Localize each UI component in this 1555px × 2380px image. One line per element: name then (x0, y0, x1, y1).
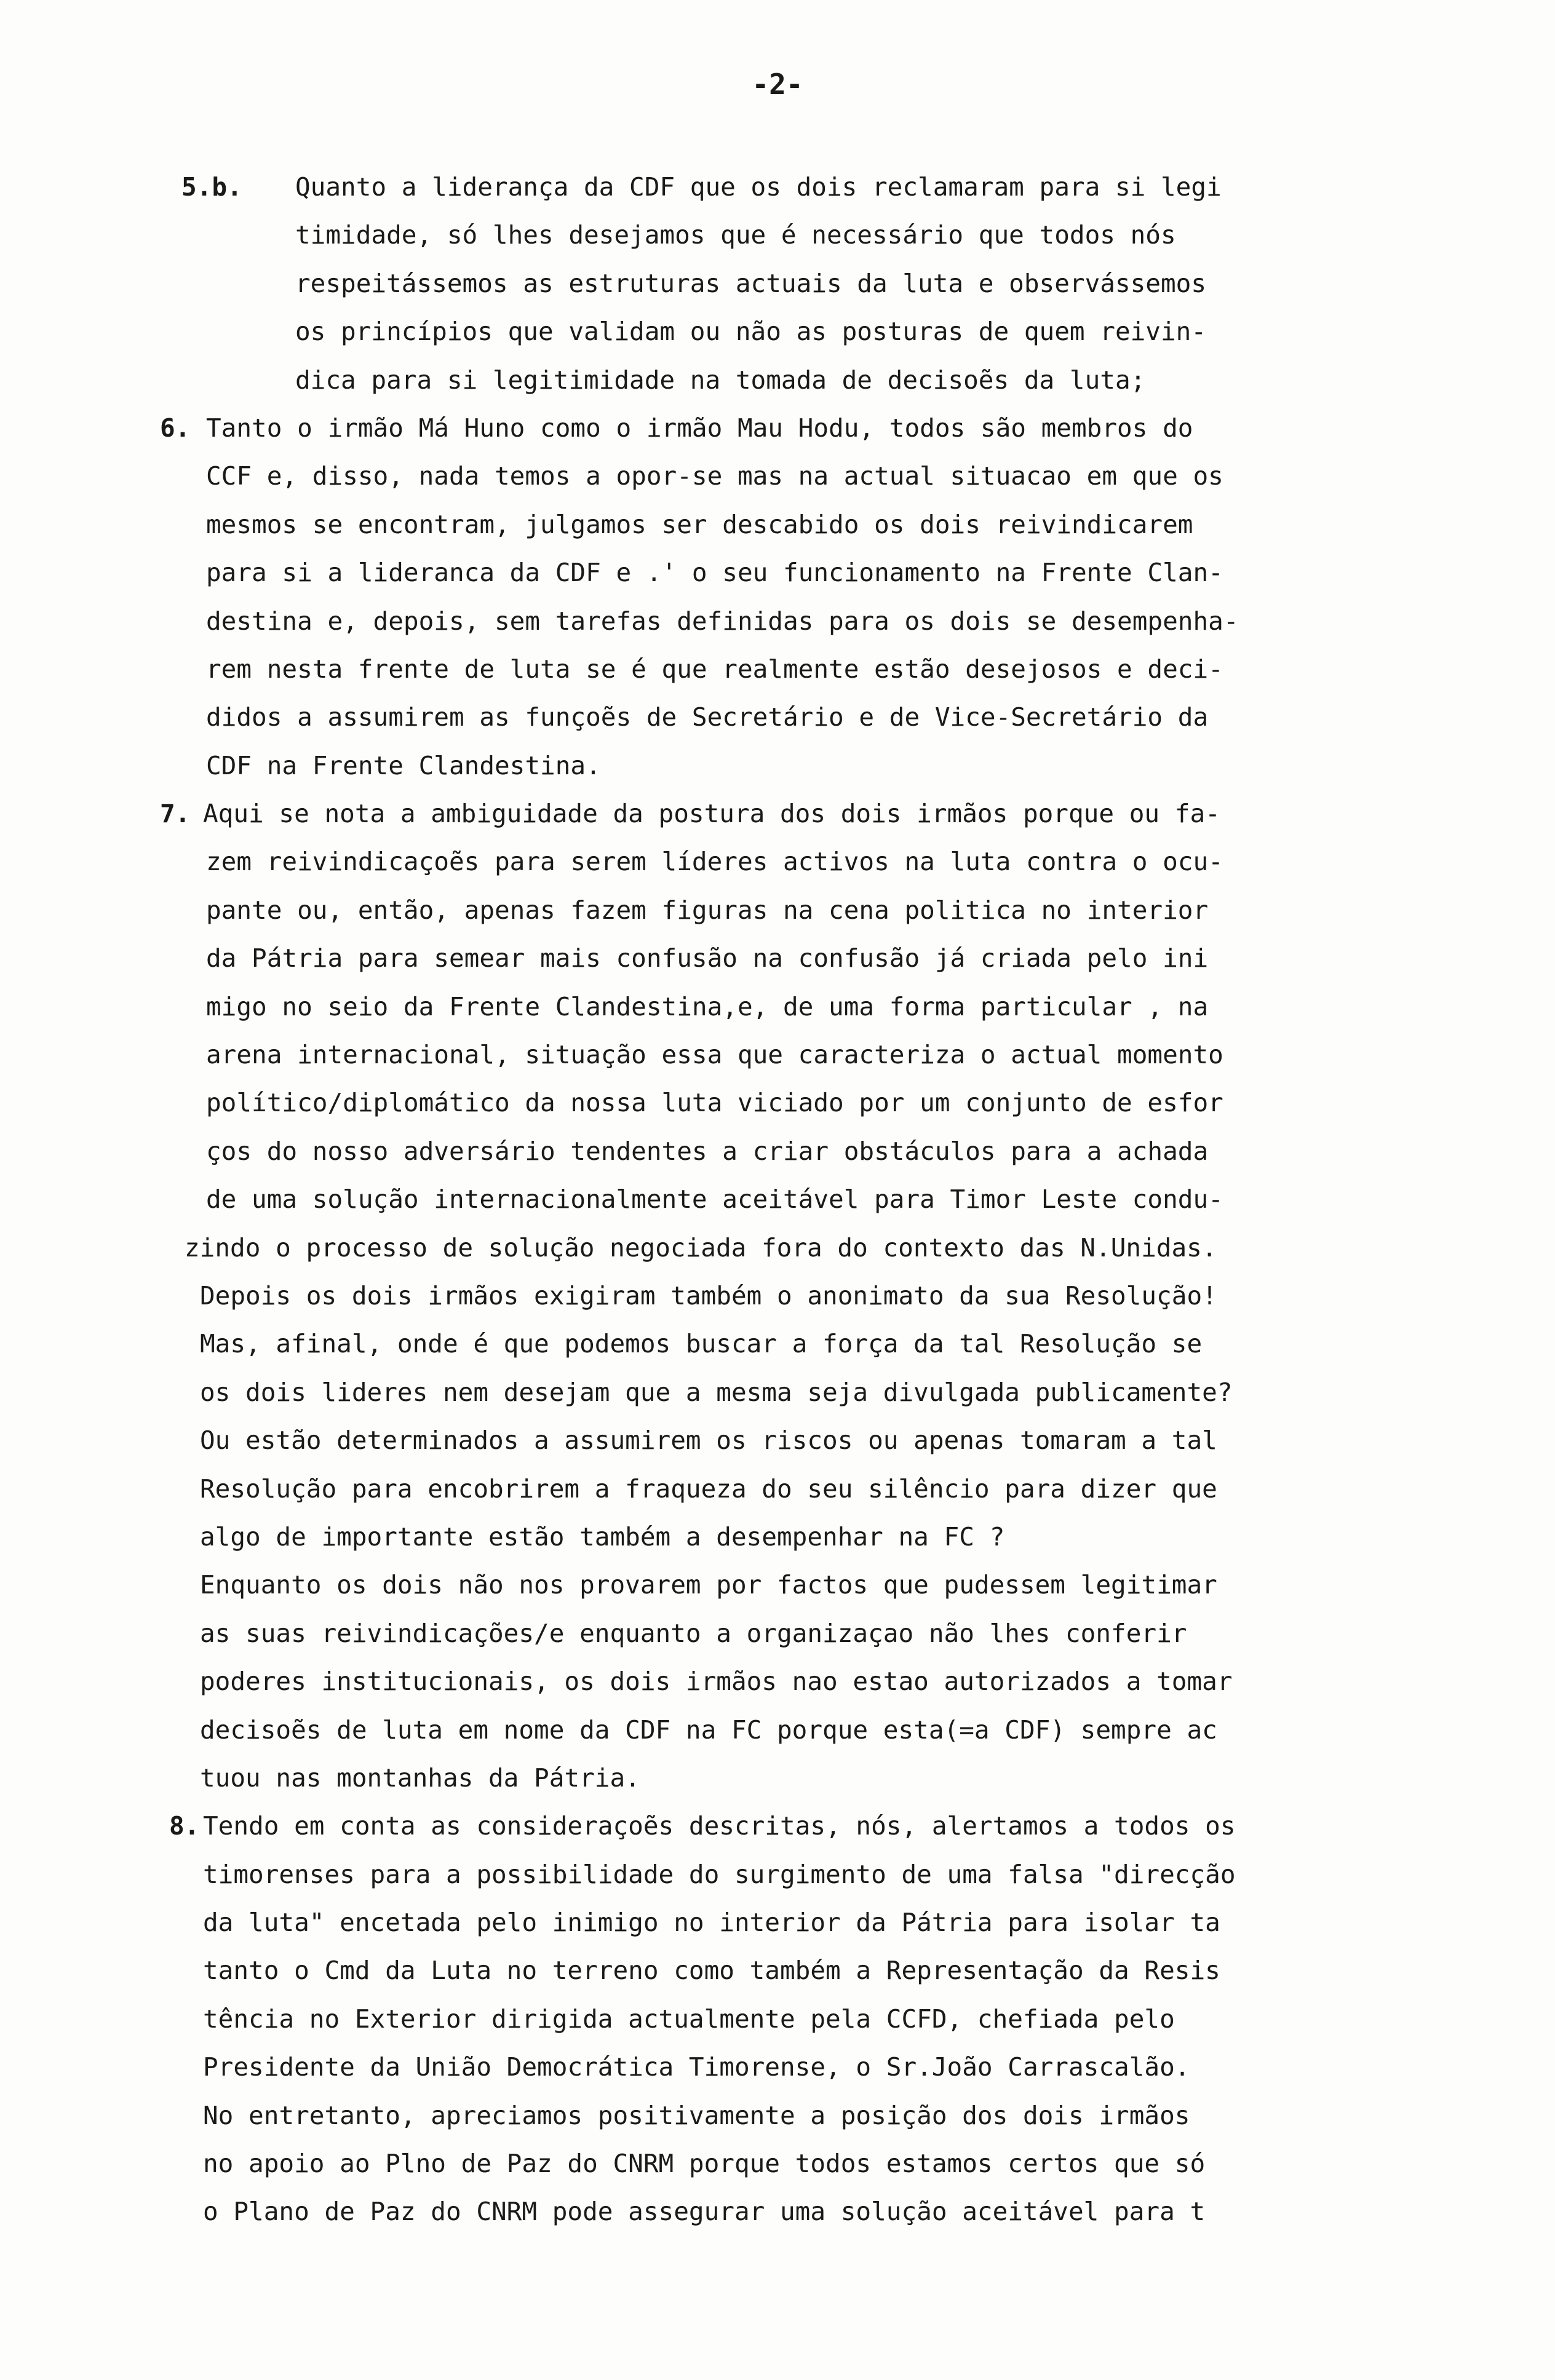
text-line: os dois lideres nem desejam que a mesma seja divulgada publicamente? (200, 1377, 1233, 1407)
text-line: poderes institucionais, os dois irmãos nao estao autorizados a tomar (200, 1667, 1233, 1697)
text-line: Resolução para encobrirem a fraqueza do seu silêncio para dizer que (200, 1474, 1217, 1504)
text-line: algo de importante estão também a desempenhar na FC ? (200, 1521, 1005, 1552)
text-line: tência no Exterior dirigida actualmente pela CCFD, chefiada pelo (203, 2004, 1175, 2034)
text-line: destina e, depois, sem tarefas definidas para os dois se desempenha- (206, 606, 1239, 636)
text-line: timidade, só lhes desejamos que é necessário que todos nós (295, 220, 1176, 250)
text-line: decisoẽs de luta em nome da CDF na FC porque esta(=a CDF) sempre ac (200, 1715, 1217, 1745)
text-line: arena internacional, situação essa que caracteriza o actual momento (206, 1040, 1223, 1070)
text-line: no apoio ao Plno de Paz do CNRM porque todos estamos certos que só (203, 2149, 1206, 2179)
text-line: timorenses para a possibilidade do surgimento de uma falsa "direcção (203, 1859, 1236, 1889)
text-line: tuou nas montanhas da Pátria. (200, 1763, 640, 1793)
text-line: tanto o Cmd da Luta no terreno como também a Representação da Resis (203, 1956, 1220, 1986)
text-line: Depois os dois irmãos exigiram também o anonimato da sua Resolução! (200, 1280, 1217, 1311)
page-number: -2- (752, 68, 803, 101)
text-line: da luta" encetada pelo inimigo no interior da Pátria para isolar ta (203, 1908, 1220, 1938)
paragraph-number: 6. (160, 413, 191, 443)
paragraph-5b (181, 163, 1446, 404)
text-line: da Pátria para semear mais confusão na confusão já criada pelo ini (206, 943, 1209, 974)
text-line: para si a lideranca da CDF e .' o seu funcionamento na Frente Clan- (206, 558, 1223, 588)
text-line: Aqui se nota a ambiguidade da postura dos dois irmãos porque ou fa- (203, 799, 1220, 829)
text-line: mesmos se encontram, julgamos ser descabido os dois reivindicarem (206, 509, 1193, 539)
paragraph-6 (160, 404, 1446, 790)
text-line: pante ou, então, apenas fazem figuras na cena politica no interior (206, 895, 1209, 925)
text-line: Quanto a liderança da CDF que os dois reclamaram para si legi (295, 172, 1222, 202)
paragraph-number: 7. (160, 799, 191, 829)
paragraph-number: 5.b. (181, 172, 242, 202)
text-line: Mas, afinal, onde é que podemos buscar a força da tal Resolução se (200, 1329, 1203, 1359)
text-line: CDF na Frente Clandestina. (206, 750, 601, 780)
text-line: as suas reivindicações/e enquanto a organizaçao não lhes conferir (200, 1618, 1187, 1648)
text-line: rem nesta frente de luta se é que realmente estão desejosos e deci- (206, 654, 1223, 684)
text-line: dica para si legitimidade na tomada de decisoẽs da luta; (295, 365, 1146, 395)
text-line: zindo o processo de solução negociada fora do contexto das N.Unidas. (185, 1232, 1217, 1263)
text-line: Tendo em conta as consideraçoẽs descritas, nós, alertamos a todos os (203, 1811, 1236, 1841)
text-line: Ou estão determinados a assumirem os riscos ou apenas tomaram a tal (200, 1426, 1217, 1456)
text-line: os princípios que validam ou não as posturas de quem reivin- (295, 317, 1207, 347)
text-line: Enquanto os dois não nos provarem por factos que pudessem legitimar (200, 1570, 1217, 1600)
text-line: zem reivindicaçoẽs para serem líderes activos na luta contra o ocu- (206, 847, 1223, 877)
text-line: ços do nosso adversário tendentes a criar obstáculos para a achada (206, 1136, 1209, 1166)
text-line: didos a assumirem as funçoẽs de Secretário e de Vice-Secretário da (206, 702, 1209, 732)
text-line: No entretanto, apreciamos positivamente a posição dos dois irmãos (203, 2100, 1190, 2130)
text-line: migo no seio da Frente Clandestina,e, de uma forma particular , na (206, 991, 1209, 1021)
text-line: o Plano de Paz do CNRM pode assegurar uma solução aceitável para t (203, 2197, 1206, 2227)
document-body (160, 163, 1446, 2236)
text-line: político/diplomático da nossa luta viciado por um conjunto de esfor (206, 1088, 1223, 1118)
text-line: CCF e, disso, nada temos a opor-se mas na actual situacao em que os (206, 461, 1223, 491)
text-line: de uma solução internacionalmente aceitável para Timor Leste condu- (206, 1184, 1223, 1215)
text-line: respeitássemos as estruturas actuais da luta e observássemos (295, 268, 1207, 298)
paragraph-8 (169, 1802, 1446, 2236)
text-line: Presidente da União Democrática Timorense, o Sr.João Carrascalão. (203, 2052, 1190, 2082)
text-line: Tanto o irmão Má Huno como o irmão Mau Hodu, todos são membros do (206, 413, 1193, 443)
paragraph-number: 8. (169, 1811, 200, 1841)
paragraph-7 (160, 790, 1446, 1802)
